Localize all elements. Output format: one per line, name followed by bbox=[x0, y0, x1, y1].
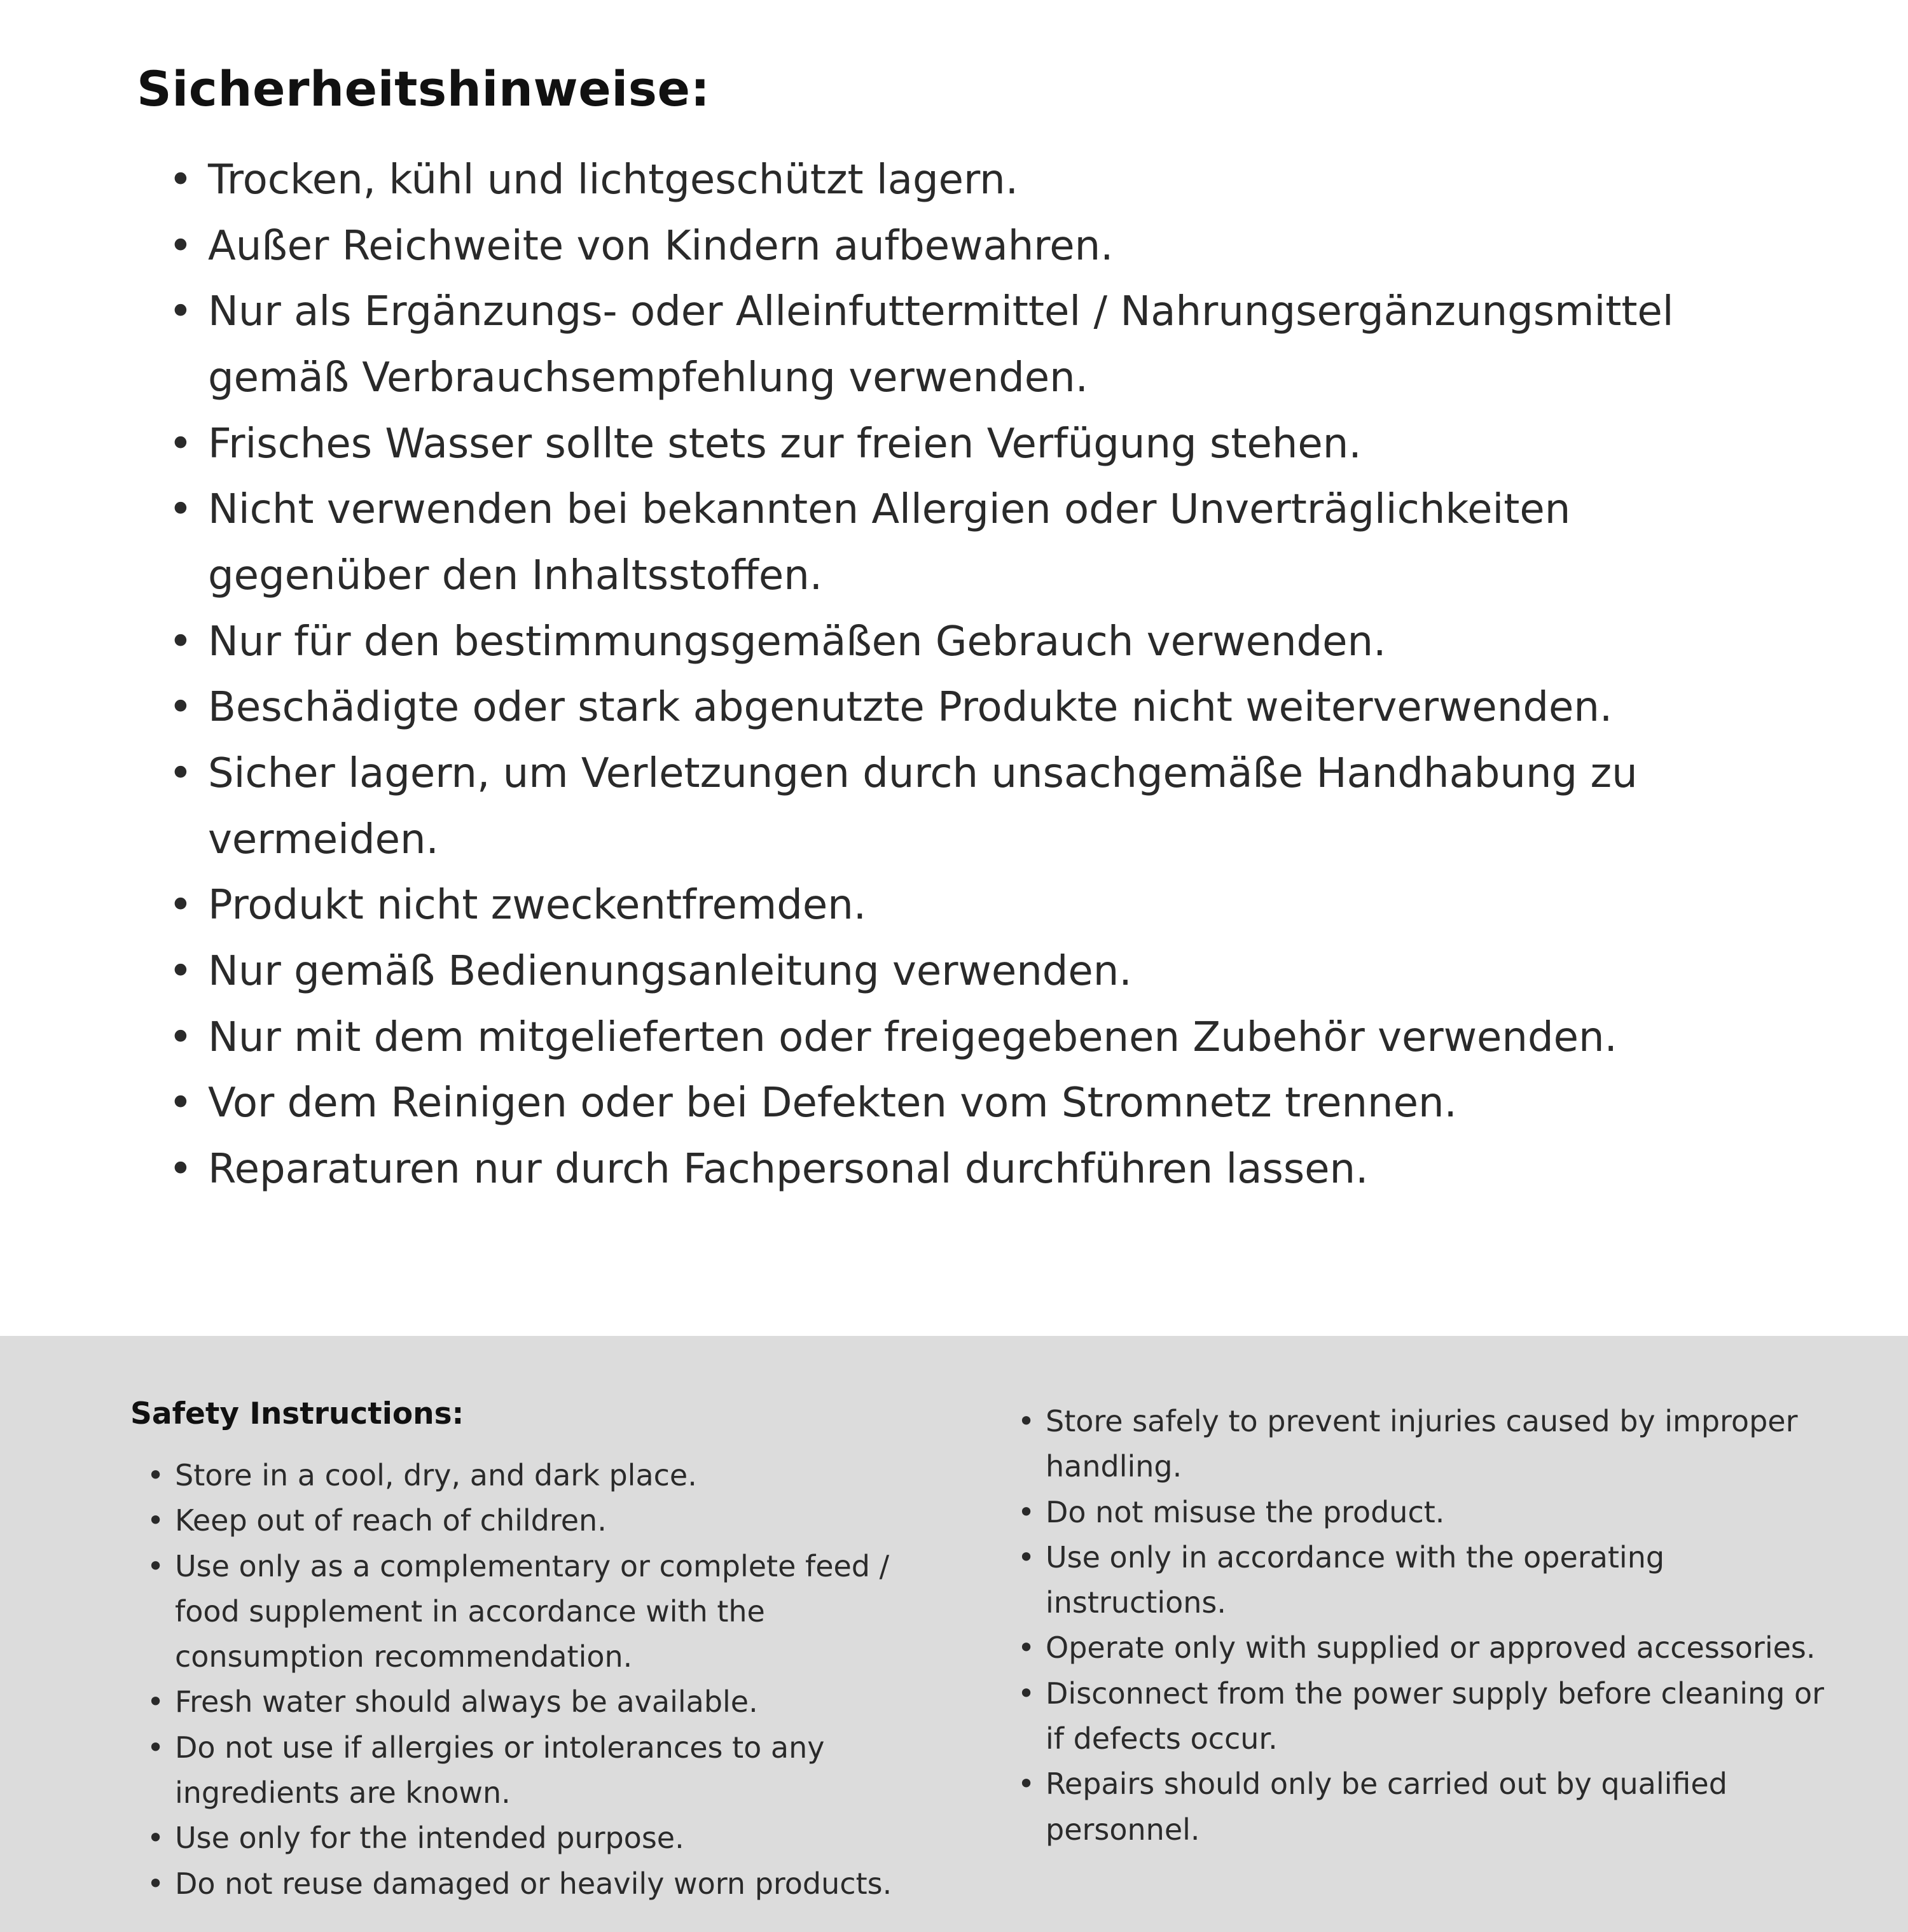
english-safety-item: • Use only for the intended purpose. bbox=[147, 1816, 960, 1861]
german-safety-item: • Nur als Ergänzungs- oder Alleinfuttermittel / Nahrungsergänzungsmittel gemäß Verbrauchsempfehlung verwenden. bbox=[169, 279, 1746, 411]
english-heading: Safety Instructions: bbox=[130, 1396, 464, 1431]
german-safety-item: • Nur für den bestimmungsgemäßen Gebrauch verwenden. bbox=[169, 609, 1746, 676]
german-safety-item: • Vor dem Reinigen oder bei Defekten vom Stromnetz trennen. bbox=[169, 1071, 1746, 1137]
german-safety-item: • Nicht verwenden bei bekannten Allergien oder Unverträglichkeiten gegenüber den Inhaltsstoffen. bbox=[169, 477, 1746, 609]
english-safety-item: • Use only in accordance with the operating instructions. bbox=[1018, 1535, 1844, 1626]
english-safety-item: • Use only as a complementary or complete feed / food supplement in accordance with the consumption recommendation. bbox=[147, 1544, 960, 1680]
english-safety-item: • Repairs should only be carried out by qualified personnel. bbox=[1018, 1762, 1844, 1852]
german-safety-item: • Außer Reichweite von Kindern aufbewahren. bbox=[169, 214, 1746, 280]
german-safety-list bbox=[169, 148, 1746, 1203]
english-safety-list-left bbox=[147, 1453, 960, 1907]
english-safety-item: • Do not reuse damaged or heavily worn products. bbox=[147, 1861, 960, 1907]
english-safety-item: • Disconnect from the power supply before cleaning or if defects occur. bbox=[1018, 1671, 1844, 1762]
german-heading: Sicherheitshinweise: bbox=[137, 60, 710, 117]
english-safety-item: • Keep out of reach of children. bbox=[147, 1498, 960, 1543]
german-safety-item: • Reparaturen nur durch Fachpersonal durchführen lassen. bbox=[169, 1137, 1746, 1203]
english-right-column bbox=[1018, 1396, 1844, 1907]
english-safety-item: • Fresh water should always be available. bbox=[147, 1679, 960, 1725]
english-safety-item: • Operate only with supplied or approved accessories. bbox=[1018, 1625, 1844, 1671]
german-safety-item: • Produkt nicht zweckentfremden. bbox=[169, 873, 1746, 939]
german-safety-item: • Nur gemäß Bedienungsanleitung verwenden. bbox=[169, 939, 1746, 1005]
german-safety-item: • Sicher lagern, um Verletzungen durch unsachgemäße Handhabung zu vermeiden. bbox=[169, 741, 1746, 873]
english-section bbox=[0, 1336, 1908, 1932]
english-safety-item: • Store in a cool, dry, and dark place. bbox=[147, 1453, 960, 1498]
german-safety-item: • Frisches Wasser sollte stets zur freien Verfügung stehen. bbox=[169, 412, 1746, 478]
german-safety-item: • Trocken, kühl und lichtgeschützt lagern. bbox=[169, 148, 1746, 214]
english-safety-item: • Do not use if allergies or intolerances to any ingredients are known. bbox=[147, 1725, 960, 1816]
english-safety-item: • Store safely to prevent injuries caused by improper handling. bbox=[1018, 1399, 1844, 1490]
english-left-column bbox=[130, 1396, 960, 1907]
german-safety-item: • Nur mit dem mitgelieferten oder freigegebenen Zubehör verwenden. bbox=[169, 1005, 1746, 1071]
english-safety-item: • Do not misuse the product. bbox=[1018, 1490, 1844, 1535]
german-safety-item: • Beschädigte oder stark abgenutzte Produkte nicht weiterverwenden. bbox=[169, 675, 1746, 741]
english-safety-list-right bbox=[1018, 1399, 1844, 1852]
